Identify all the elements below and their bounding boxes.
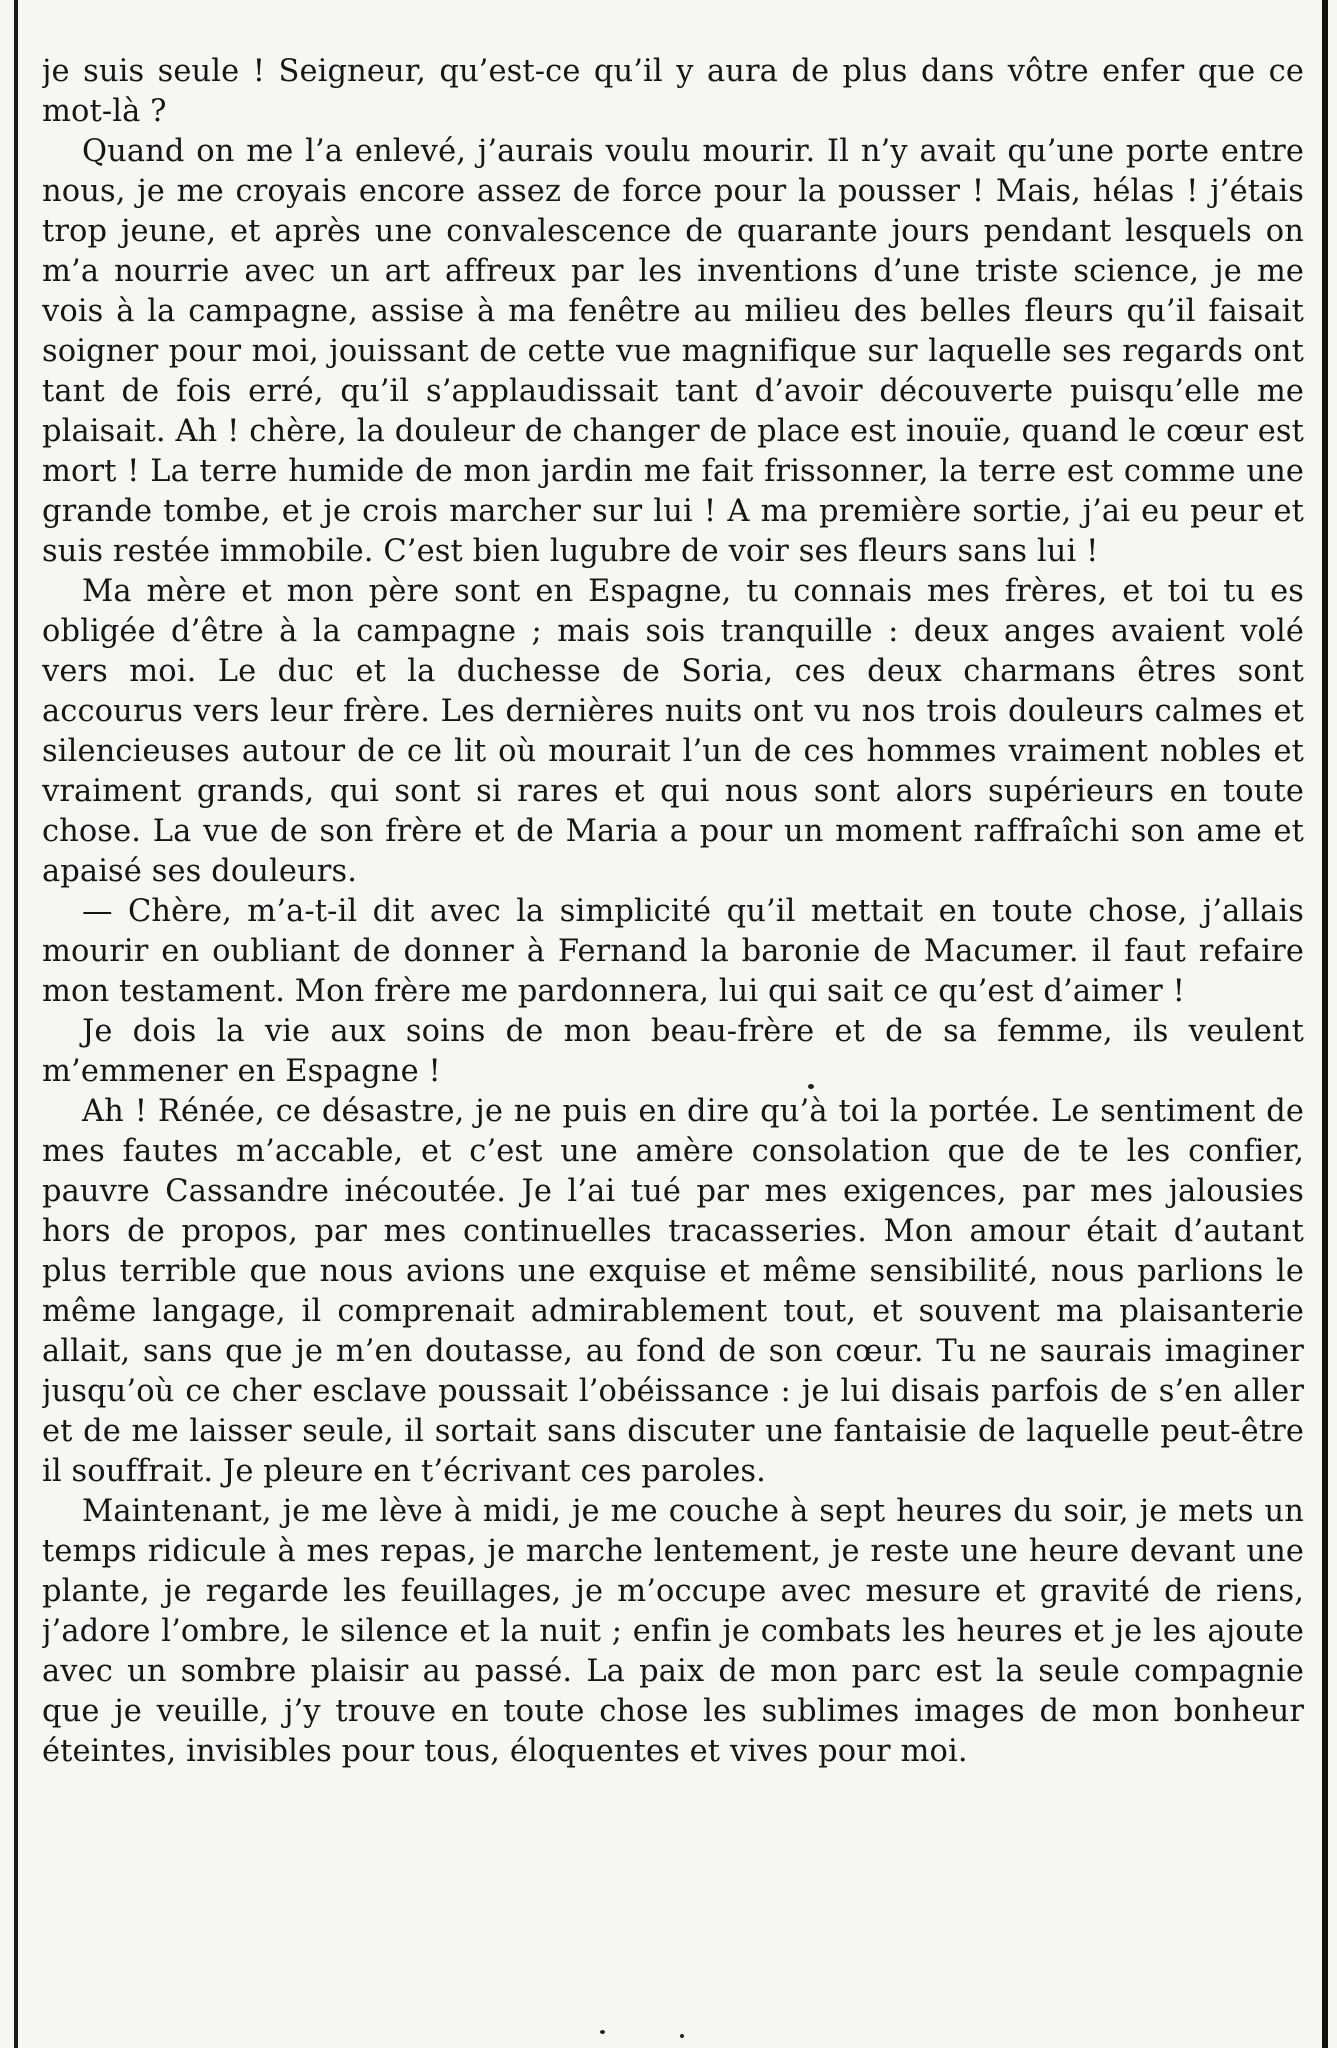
paragraph-7: Maintenant, je me lève à midi, je me couche à sept heures du soir, je mets un temps ridicule à mes repas, je marche lentement, je reste une heure devant une plante, je regarde les feuillages, je m’occupe avec mesure et gravité de riens, j’adore l’ombre, le silence et la nuit ; enfin je combats les heures et je les ajoute avec un sombre plaisir au passé. La paix de mon parc est la seule compagnie que je veuille, j’y trouve en toute chose les sublimes images de mon bonheur éteintes, invisibles pour tous, éloquentes et vives pour moi. (42, 1494, 1304, 1769)
paragraph-4: — Chère, m’a-t-il dit avec la simplicité qu’il mettait en toute chose, j’allais mourir en oubliant de donner à Fernand la baronie de Macumer. il faut refaire mon testament. Mon frère me pardonnera, lui qui sait ce qu’est d’aimer ! (42, 894, 1304, 1009)
print-speck (680, 2034, 684, 2038)
left-column-rule (14, 0, 18, 2048)
paragraph-6: Ah ! Rénée, ce désastre, je ne puis en dire qu’à toi la portée. Le sentiment de mes fautes m’accable, et c’est une amère consolation que de te les confier, pauvre Cassandre inécoutée. Je l’ai tué par mes exigences, par mes jalousies hors de propos, par mes continuelles tracasseries. Mon amour était d’autant plus terrible que nous avions une exquise et même sensibilité, nous parlions le même langage, il comprenait admirablement tout, et souvent ma plaisanterie allait, sans que je m’en doutasse, au fond de son cœur. Tu ne saurais imaginer jusqu’où ce cher esclave poussait l’obéissance : je lui disais parfois de s’en aller et de me laisser seule, il sortait sans discuter une fantaisie de laquelle peut-être il souffrait. Je pleure en t’écrivant ces paroles. (42, 1094, 1304, 1489)
print-speck (600, 2030, 605, 2034)
paragraph-1: je suis seule ! Seigneur, qu’est-ce qu’il y aura de plus dans vôtre enfer que ce mot-là ? (42, 54, 1304, 129)
article-column (42, 52, 1304, 1992)
paragraph-2: Quand on me l’a enlevé, j’aurais voulu mourir. Il n’y avait qu’une porte entre nous, je me croyais encore assez de force pour la pousser ! Mais, hélas ! j’étais trop jeune, et après une convalescence de quarante jours pendant lesquels on m’a nourrie avec un art affreux par les inventions d’une triste science, je me vois à la campagne, assise à ma fenêtre au milieu des belles fleurs qu’il faisait soigner pour moi, jouissant de cette vue magnifique sur laquelle ses regards ont tant de fois erré, qu’il s’applaudissait tant d’avoir découverte puisqu’elle me plaisait. Ah ! chère, la douleur de changer de place est inouïe, quand le cœur est mort ! La terre humide de mon jardin me fait frissonner, la terre est comme une grande tombe, et je crois marcher sur lui ! A ma première sortie, j’ai eu peur et suis restée immobile. C’est bien lugubre de voir ses fleurs sans lui ! (42, 134, 1304, 569)
right-column-rule (1322, 0, 1328, 2048)
paragraph-5: Je dois la vie aux soins de mon beau-frère et de sa femme, ils veulent m’emmener en Espagne ! (42, 1014, 1304, 1089)
paragraph-3: Ma mère et mon père sont en Espagne, tu connais mes frères, et toi tu es obligée d’être à la campagne ; mais sois tranquille : deux anges avaient volé vers moi. Le duc et la duchesse de Soria, ces deux charmans êtres sont accourus vers leur frère. Les dernières nuits ont vu nos trois douleurs calmes et silencieuses autour de ce lit où mourait l’un de ces hommes vraiment nobles et vraiment grands, qui sont si rares et qui nous sont alors supérieurs en toute chose. La vue de son frère et de Maria a pour un moment raffraîchi son ame et apaisé ses douleurs. (42, 574, 1304, 889)
print-speck (808, 1084, 814, 1089)
